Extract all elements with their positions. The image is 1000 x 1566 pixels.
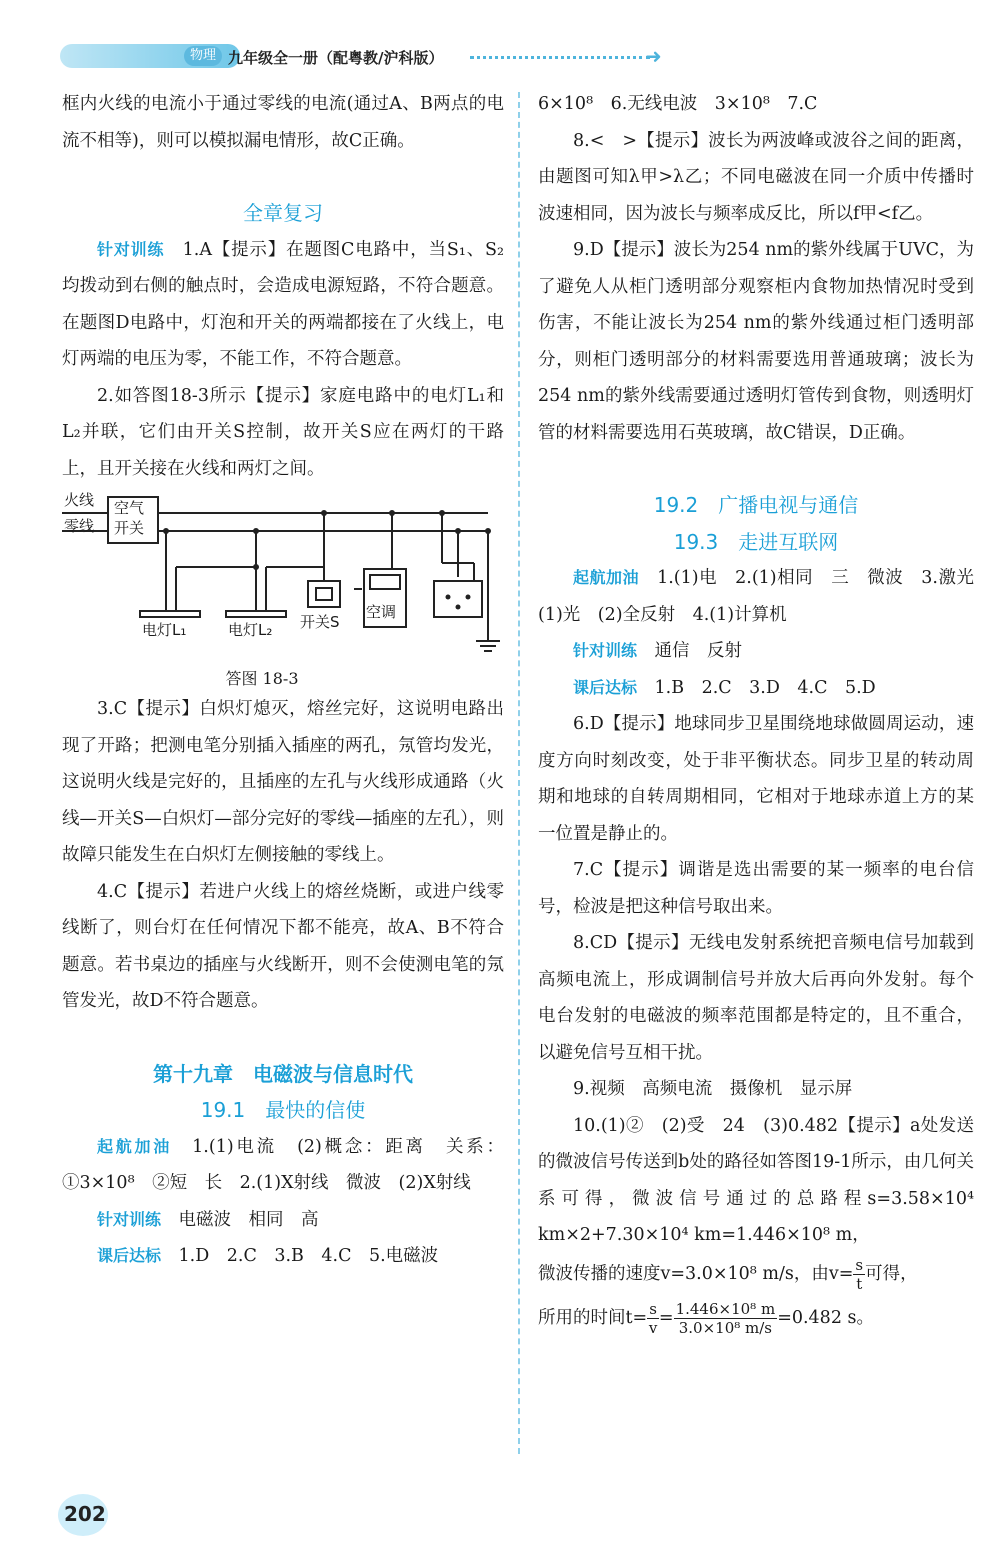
- left-column: [62, 86, 504, 1275]
- formula-text: =0.482 s。: [777, 1307, 874, 1328]
- paragraph: 10.(1)② (2)受 24 (3)0.482【提示】a处发送的微波信号传送到b处的路径如答图19-1所示，由几何关系可得，微波信号通过的总路程s=3.58×10⁴ km×2+7.30×10⁴ km=1.446×10⁸ m，: [538, 1115, 974, 1245]
- fraction-denominator: t: [856, 1274, 863, 1293]
- section-title-19-3: 19.3 走进互联网: [673, 529, 839, 554]
- paragraph: 4.C【提示】若进户火线上的熔丝烧断，或进户线零线断了，则台灯在任何情况下都不能亮，故A、B不符合题意。若书桌边的插座与火线断开，则不会使测电笔的氖管发光，故D不符合题意。: [62, 881, 504, 1011]
- answer-text: 1.D 2.C 3.B 4.C 5.电磁波: [178, 1246, 439, 1266]
- paragraph: 框内火线的电流小于通过零线的电流(通过A、B两点的电流不相等)，则可以模拟漏电情形，故C正确。: [62, 94, 504, 151]
- label-live-wire: 火线: [64, 491, 95, 509]
- fraction-denominator: v: [648, 1318, 658, 1337]
- label-neutral-wire: 零线: [64, 517, 95, 535]
- book-title: 九年级全一册（配粤教/沪科版）: [228, 49, 444, 67]
- label-after-class: 课后达标: [573, 677, 638, 697]
- paragraph: 7.C【提示】调谐是选出需要的某一频率的电台信号，检波是把这种信号取出来。: [538, 860, 974, 917]
- formula-text: 所用的时间t=: [538, 1307, 648, 1328]
- page-number: 202: [64, 1502, 106, 1526]
- paragraph: [538, 560, 992, 633]
- answer-text: 1.(1)电流 (2)概念：距离 关系：①3×10⁸ ②短 长 2.(1)X射线 微波 (2)X射线: [62, 1136, 504, 1193]
- page-header: [60, 38, 670, 78]
- paragraph: 8.CD【提示】无线电发射系统把音频电信号加载到高频电流上，形成调制信号并放大后再向外发射。每个电台发射的电磁波的频率范围都是特定的，且不重合，以避免信号互相干扰。: [538, 933, 974, 1063]
- paragraph-formula: [538, 1254, 974, 1294]
- paragraph-formula: [538, 1294, 974, 1342]
- label-after-class: 课后达标: [97, 1246, 162, 1265]
- paragraph: 2.如答图18-3所示【提示】家庭电路中的电灯L₁和L₂并联，它们由开关S控制，故开关S应在两灯的干路上，且开关接在火线和两灯之间。: [62, 385, 504, 479]
- formula-text: 微波传播的速度v=3.0×10⁸ m/s，由v=: [538, 1263, 854, 1284]
- equals-sign: =: [658, 1307, 674, 1328]
- section-title-19-2: 19.2 广播电视与通信: [653, 493, 859, 517]
- formula-text: 可得，: [865, 1263, 918, 1284]
- paragraph: [538, 633, 974, 670]
- label-targeted-training: 针对训练: [97, 1209, 162, 1229]
- paragraph: 3.C【提示】白炽灯熄灭，熔丝完好，这说明电路出现了开路；把测电笔分别插入插座的两孔，氖管均发光，这说明火线是完好的，且插座的左孔与火线形成通路（火线—开关S—白炽灯—部分完好的零线—插座的左孔），则故障只能发生在白炽灯左侧接触的零线上。: [62, 699, 504, 865]
- answer-text: 1.A【提示】在题图C电路中，当S₁、S₂均拨动到右侧的触点时，会造成电源短路，不符合题意。在题图D电路中，灯泡和开关的两端都接在了火线上，电灯两端的电压为零，不能工作，不符合题意。: [62, 239, 504, 369]
- fraction-numerator: s: [855, 1255, 864, 1274]
- label-breaker-top: 空气: [114, 499, 145, 517]
- right-column: [538, 86, 992, 1342]
- answer-text: 1.B 2.C 3.D 4.C 5.D: [654, 677, 876, 698]
- label-lamp2: 电灯L₂: [228, 621, 273, 639]
- label-warm-up: 起航加油: [573, 568, 640, 587]
- paragraph: [62, 1129, 504, 1202]
- paragraph: 6×10⁸ 6.无线电波 3×10⁸ 7.C: [538, 94, 818, 114]
- circuit-diagram: [62, 491, 504, 691]
- arrow-right-icon: ➜: [645, 44, 662, 68]
- fraction: [853, 1256, 865, 1293]
- answer-text: 通信 反射: [654, 641, 743, 661]
- paragraph: 8.< >【提示】波长为两波峰或波谷之间的距离，由题图可知λ甲>λ乙；不同电磁波在同一介质中传播时波速相同，因为波长与频率成反比，所以f甲<f乙。: [538, 130, 974, 224]
- fraction-numerator: 1.446×10⁸ m: [675, 1299, 776, 1318]
- fraction: [674, 1300, 778, 1337]
- chapter-title: 第十九章 电磁波与信息时代: [153, 1061, 413, 1086]
- header-dotted-line: [470, 56, 650, 59]
- figure-caption: 答图 18-3: [225, 669, 299, 688]
- label-breaker-bottom: 开关: [114, 519, 145, 537]
- paragraph: [62, 1202, 504, 1239]
- paragraph: [62, 232, 504, 378]
- column-divider: [518, 92, 520, 1454]
- paragraph: [62, 1238, 504, 1275]
- paragraph: 9.视频 高频电流 摄像机 显示屏: [573, 1079, 853, 1099]
- section-title-review: 全章复习: [243, 201, 323, 225]
- paragraph: 9.D【提示】波长为254 nm的紫外线属于UVC，为了避免人从柜门透明部分观察柜内食物加热情况时受到伤害，不能让波长为254 nm的紫外线通过柜门透明部分，则柜门透明部分的材料需要选用普通玻璃；波长为254 nm的紫外线需要通过透明灯管传到食物，则透明灯管的材料需要选用石英玻璃，故C错误，D正确。: [538, 240, 974, 443]
- paragraph: 6.D【提示】地球同步卫星围绕地球做圆周运动，速度方向时刻改变，处于非平衡状态。同步卫星的转动周期和地球的自转周期相同，它相对于地球赤道上方的某一位置是静止的。: [538, 714, 974, 844]
- label-lamp1: 电灯L₁: [142, 621, 187, 639]
- label-warm-up: 起航加油: [97, 1136, 172, 1156]
- answer-text: 电磁波 相同 高: [178, 1209, 319, 1230]
- fraction-numerator: s: [649, 1299, 657, 1318]
- fraction-denominator: 3.0×10⁸ m/s: [678, 1318, 773, 1337]
- paragraph: [538, 670, 974, 707]
- subject-badge: 物理: [184, 46, 222, 66]
- label-targeted-training: 针对训练: [97, 239, 165, 259]
- label-targeted-training: 针对训练: [573, 641, 638, 660]
- label-switch: 开关S: [300, 613, 340, 631]
- section-title-19-1: 19.1 最快的信使: [200, 1098, 366, 1122]
- answer-text: 1.(1)电 2.(1)相同 三 微波 3.激光 (1)光 (2)全反射 4.(1)计算机: [538, 568, 992, 625]
- label-air-conditioner: 空调: [366, 603, 397, 621]
- fraction: [647, 1300, 659, 1337]
